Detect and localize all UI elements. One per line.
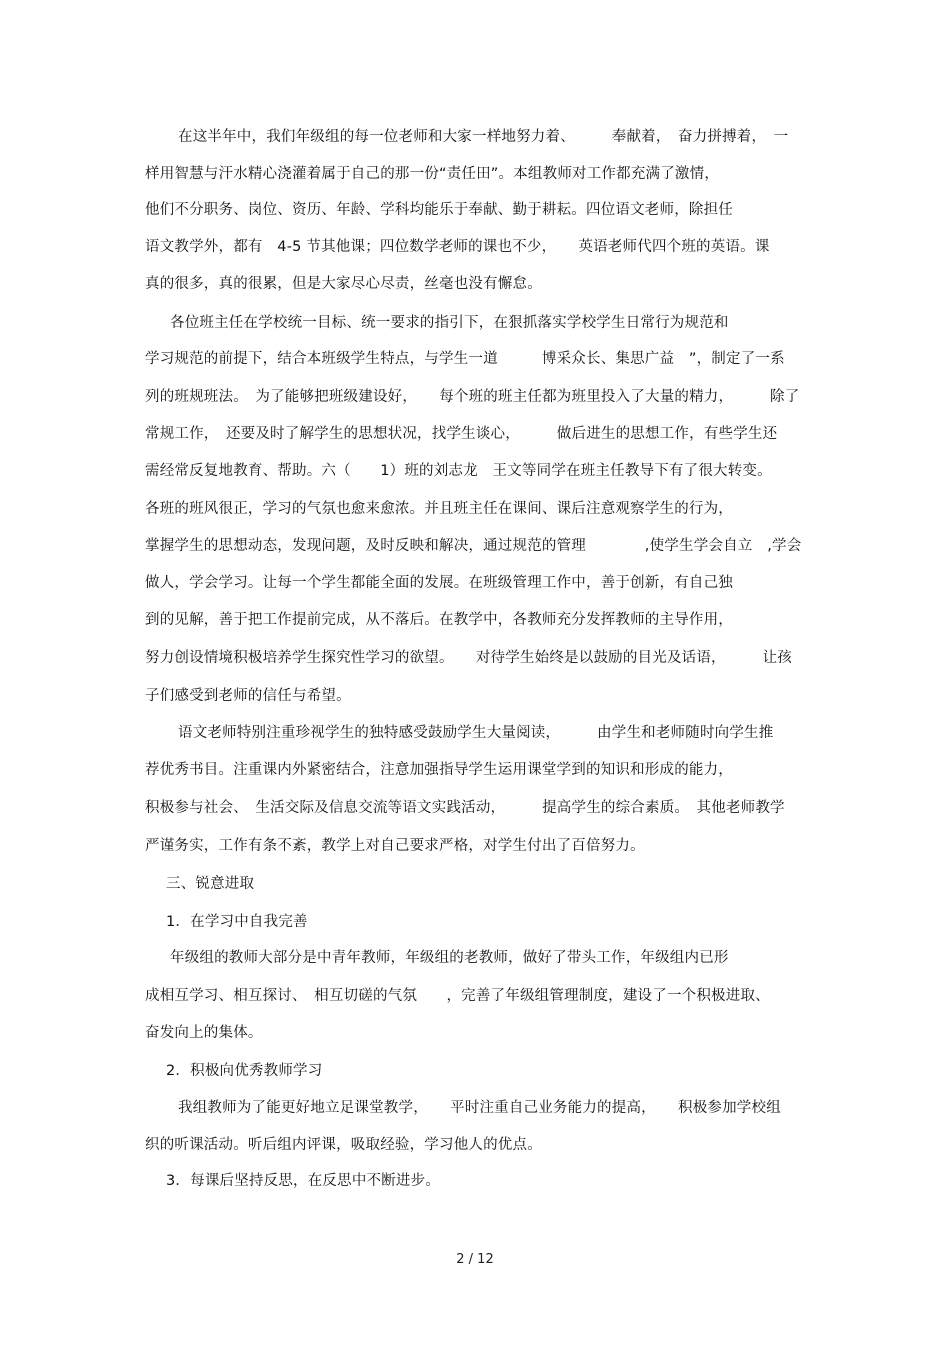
subsection-heading: 1．在学习中自我完善 [166,914,308,930]
paragraph-line: 严谨务实，工作有条不紊，教学上对自己要求严格，对学生付出了百倍努力。 [145,838,645,854]
paragraph-line: 努力创设情境积极培养学生探究性学习的欲望。 对待学生始终是以鼓励的目光及话语， 让孩 [145,650,792,666]
paragraph-line: 荐优秀书目。注重课内外紧密结合，注意加强指导学生运用课堂学到的知识和形成的能力， [145,762,733,778]
paragraph-line: 需经常反复地教育、帮助。六（ 1）班的刘志龙 王文等同学在班主任教导下有了很大转变。 [145,463,772,479]
paragraph-line: 到的见解，善于把工作提前完成，从不落后。在教学中，各教师充分发挥教师的主导作用， [145,612,733,628]
paragraph-line: 掌握学生的思想动态，发现问题，及时反映和解决，通过规范的管理 ,使学生学会自立 ,学会 [145,538,802,554]
paragraph-line: 在这半年中，我们年级组的每一位老师和大家一样地努力着、 奉献着， 奋力拼搏着， 一 [178,129,789,145]
paragraph-line: 做人，学会学习。让每一个学生都能全面的发展。在班级管理工作中，善于创新，有自己独 [145,575,733,591]
paragraph-line: 常规工作， 还要及时了解学生的思想状况，找学生谈心， 做后进生的思想工作，有些学生还 [145,426,778,442]
paragraph-line: 列的班规班法。 为了能够把班级建设好， 每个班的班主任都为班里投入了大量的精力， 除了 [145,389,800,405]
paragraph-line: 年级组的教师大部分是中青年教师，年级组的老教师，做好了带头工作，年级组内已形 [170,950,729,966]
page-number: 2 / 12 [456,1252,494,1267]
subsection-heading: 2．积极向优秀教师学习 [166,1063,323,1079]
paragraph-line: 他们不分职务、岗位、资历、年龄、学科均能乐于奉献、勤于耕耘。四位语文老师，除担任 [145,202,733,218]
paragraph-line: 语文教学外，都有 4-5 节其他课；四位数学老师的课也不少， 英语老师代四个班的英语。课 [145,239,770,255]
section-heading: 三、锐意进取 [166,876,255,892]
paragraph-line: 奋发向上的集体。 [145,1025,263,1041]
paragraph-line: 样用智慧与汗水精心浇灌着属于自己的那一份“责任田”。本组教师对工作都充满了激情， [145,166,720,182]
paragraph-line: 各位班主任在学校统一目标、统一要求的指引下，在狠抓落实学校学生日常行为规范和 [170,315,729,331]
paragraph-line: 织的听课活动。听后组内评课，吸取经验，学习他人的优点。 [145,1137,542,1153]
paragraph-line: 积极参与社会、 生活交际及信息交流等语文实践活动， 提高学生的综合素质。 其他老师教学 [145,800,785,816]
paragraph-line: 真的很多，真的很累，但是大家尽心尽责，丝毫也没有懈怠。 [145,276,542,292]
paragraph-line: 我组教师为了能更好地立足课堂教学， 平时注重自己业务能力的提高， 积极参加学校组 [178,1100,781,1116]
paragraph-line: 语文老师特别注重珍视学生的独特感受鼓励学生大量阅读， 由学生和老师随时向学生推 [178,725,774,741]
paragraph-line: 子们感受到老师的信任与希望。 [145,688,351,704]
paragraph-line: 成相互学习、相互探讨、 相互切磋的气氛 ，完善了年级组管理制度，建设了一个积极进取、 [145,988,770,1004]
paragraph-line: 学习规范的前提下，结合本班级学生特点，与学生一道 博采众长、集思广益 ”，制定了一系 [145,351,785,367]
subsection-heading: 3．每课后坚持反思，在反思中不断进步。 [166,1173,441,1189]
paragraph-line: 各班的班风很正，学习的气氛也愈来愈浓。并且班主任在课间、课后注意观察学生的行为， [145,501,733,517]
